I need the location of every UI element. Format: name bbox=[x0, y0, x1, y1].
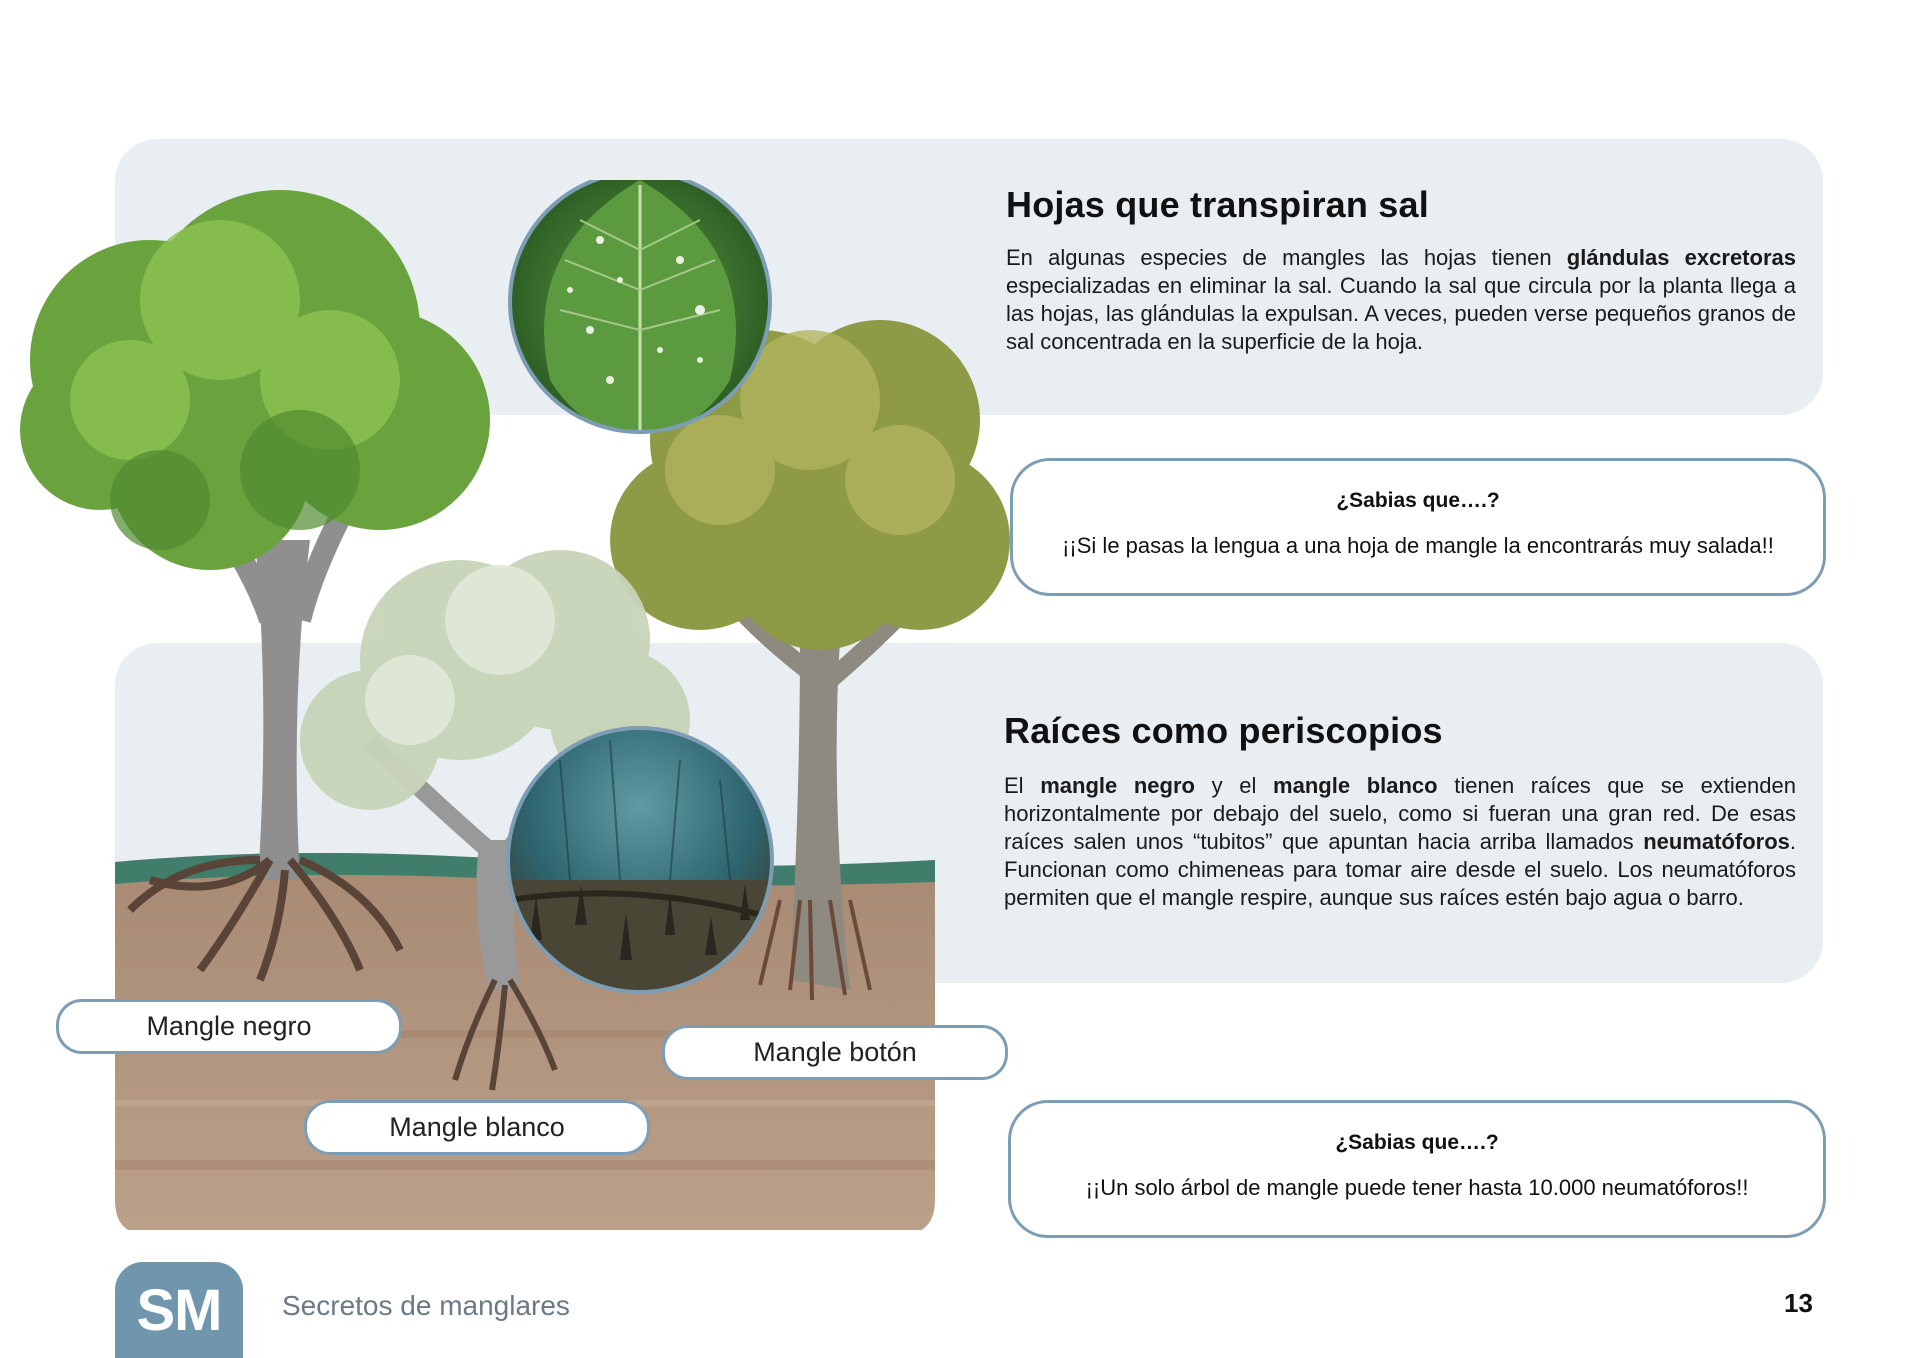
bold-term: glándulas excretoras bbox=[1566, 245, 1796, 270]
did-you-know-box-1 bbox=[1010, 458, 1826, 596]
footer-title: Secretos de manglares bbox=[282, 1290, 570, 1321]
label-white-mangrove: Mangle blanco bbox=[304, 1100, 650, 1155]
bold-term: mangle negro bbox=[1040, 773, 1195, 798]
sm-logo: SM bbox=[115, 1262, 243, 1358]
did-you-know-title-2: ¿Sabias que….? bbox=[1335, 1131, 1499, 1154]
text-run: El bbox=[1004, 773, 1041, 798]
text-run: especializadas en eliminar la sal. Cuando la sal que circula por la planta llega a las hojas, las glándulas la expulsan. A veces, pueden verse pequeños granos de sal concentrada en la superficie de la hoja. bbox=[1006, 273, 1796, 354]
leaves-section-paragraph bbox=[1006, 244, 1796, 356]
text-run: En algunas especies de mangles las hojas tienen bbox=[1006, 245, 1567, 270]
roots-section-paragraph bbox=[1004, 772, 1796, 912]
label-black-mangrove: Mangle negro bbox=[56, 999, 402, 1054]
bold-term: neumatóforos bbox=[1643, 829, 1790, 854]
did-you-know-text-1: ¡¡Si le pasas la lengua a una hoja de mangle la encontrarás muy salada!! bbox=[1062, 533, 1774, 558]
text-run: . Funcionan como chimeneas para tomar aire desde el suelo. Los neumatóforos permiten que el mangle respire, aunque sus raíces estén bajo agua o barro. bbox=[1004, 829, 1796, 910]
did-you-know-text-2: ¡¡Un solo árbol de mangle puede tener hasta 10.000 neumatóforos!! bbox=[1085, 1175, 1749, 1200]
did-you-know-box-2 bbox=[1008, 1100, 1826, 1238]
text-run: y el bbox=[1194, 773, 1274, 798]
leaves-section-title: Hojas que transpiran sal bbox=[1006, 184, 1429, 225]
text-run: tienen raíces que se extienden horizontalmente por debajo del suelo, como si fueran una gran red. De esas raíces salen unos “tubitos” que apuntan hacia arriba llamados bbox=[1004, 773, 1796, 854]
did-you-know-title-1: ¿Sabias que….? bbox=[1336, 489, 1500, 512]
bold-term: mangle blanco bbox=[1273, 773, 1438, 798]
roots-section-title: Raíces como periscopios bbox=[1004, 710, 1443, 751]
page-number: 13 bbox=[1784, 1288, 1813, 1318]
label-button-mangrove: Mangle botón bbox=[662, 1025, 1008, 1080]
